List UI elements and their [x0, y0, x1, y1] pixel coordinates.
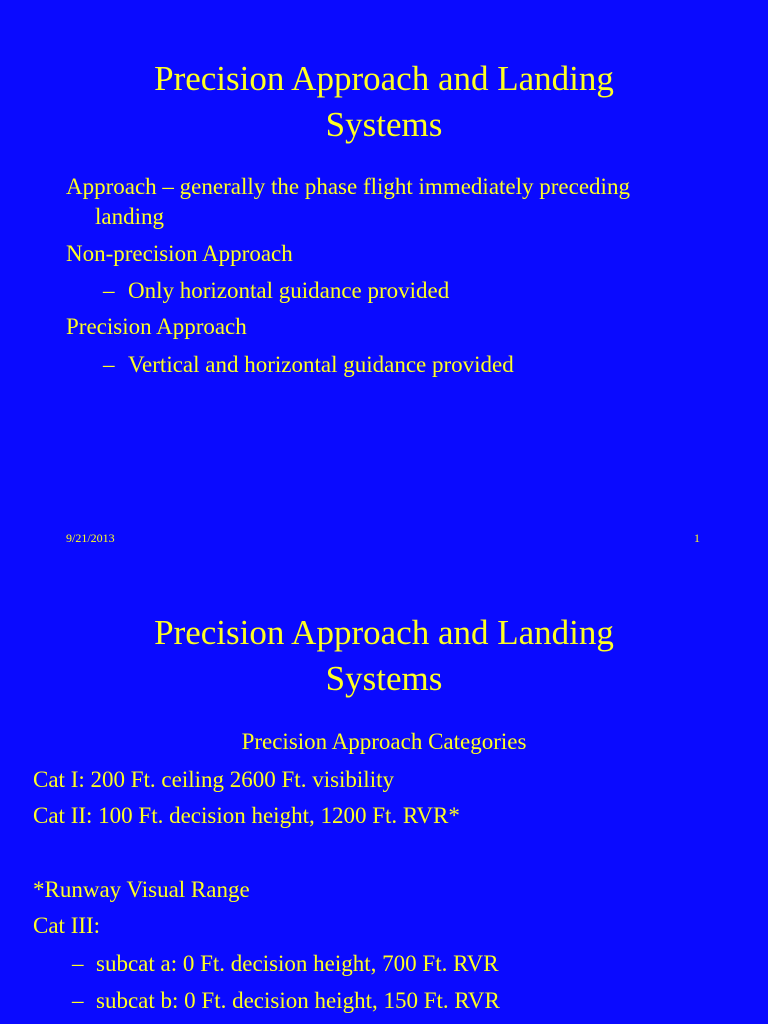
slide-2-title-line-1: Precision Approach and Landing — [154, 613, 614, 652]
slide-1-date: 9/21/2013 — [66, 531, 115, 545]
slide-2-cat-iii: Cat III: — [33, 913, 101, 938]
slide-1-page-number: 1 — [694, 531, 700, 545]
slide-2-dash-2: – — [72, 988, 84, 1013]
slide-2-subcat-a: subcat a: 0 Ft. decision height, 700 Ft. RVR — [96, 951, 499, 976]
slide-2-cat-i: Cat I: 200 Ft. ceiling 2600 Ft. visibility — [33, 767, 394, 792]
slide-1-sub-horizontal: Only horizontal guidance provided — [128, 278, 450, 303]
slide-2-title-line-2: Systems — [325, 659, 443, 698]
slide-1-title-line-2: Systems — [325, 105, 443, 144]
slide-1-bullet-non-precision: Non-precision Approach — [66, 241, 293, 266]
slide-1-bullet-approach: Approach – generally the phase flight immediately preceding — [66, 174, 630, 199]
slide-1-dash-1: – — [103, 278, 115, 303]
slide-2-rvr-footnote: *Runway Visual Range — [33, 877, 250, 902]
slide-1-sub-vertical: Vertical and horizontal guidance provided — [128, 352, 514, 377]
slide-2-subcat-b: subcat b: 0 Ft. decision height, 150 Ft. RVR — [96, 988, 500, 1013]
slide-2-subtitle: Precision Approach Categories — [241, 729, 527, 754]
slide-2 — [0, 555, 768, 1024]
slide-1-title-line-1: Precision Approach and Landing — [154, 59, 614, 98]
slide-2-cat-ii: Cat II: 100 Ft. decision height, 1200 Ft. RVR* — [33, 803, 460, 828]
slide-1-bullet-approach-cont: landing — [95, 204, 164, 229]
slide-1-bullet-precision: Precision Approach — [66, 314, 247, 339]
slide-1-dash-2: – — [103, 352, 115, 377]
slide-2-dash-1: – — [72, 951, 84, 976]
